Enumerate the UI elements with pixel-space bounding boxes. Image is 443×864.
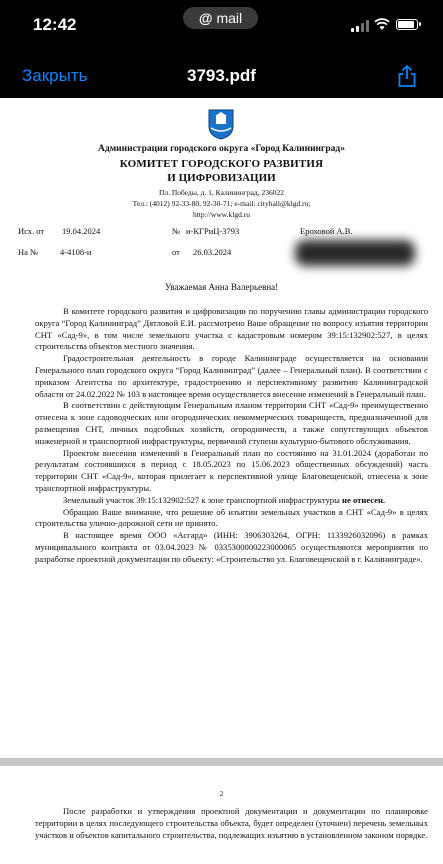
- page-separator: [0, 758, 443, 766]
- bold-conclusion: не отнесен.: [342, 494, 386, 505]
- addressee-name: Ероховой А.В.: [300, 226, 353, 236]
- committee-name-line1: КОМИТЕТ ГОРОДСКОГО РАЗВИТИЯ: [119, 158, 324, 170]
- paragraph: После разработки и утверждения проектной документации и документации по планировке территории в целях последующего строительства объекта, будет определен (уточнен) перечень земельных участков и объектов капитального строительства, подлежащих изъятию в установленном законом порядке.: [35, 806, 428, 840]
- page-number: 2: [219, 790, 224, 798]
- paragraph: Обращаю Ваше внимание, что решение об изъятии земельных участков в СНТ «Сад-9» в целях строительства улично-дорожной сети не принято.: [35, 506, 428, 529]
- redacted-area: [295, 240, 415, 266]
- paragraph: Градостроительная деятельность в городе Калининграде осуществляется на основании Генерального план городского округа “Город Калининград” (далее – Генеральный план). В соответствии с приказом Агентства по архитектуре, градостроению и перспективному развитию Калининградской области от 24.02.2022 № 103 в настоящее время осуществляется внесение изменений в Генеральный план.: [35, 353, 428, 399]
- number-sign: №: [172, 226, 181, 236]
- city-crest-icon: [207, 108, 235, 140]
- committee-name-line2: И ЦИФРОВИЗАЦИИ: [167, 172, 276, 184]
- close-button[interactable]: Закрыть: [22, 66, 88, 85]
- status-time: 12:42: [33, 15, 77, 34]
- reply-from-label: от: [172, 247, 180, 257]
- paragraph: [35, 495, 428, 507]
- paragraph-text: Земельный участок 39:15:132902:527 к зоне транспортной инфраструктуры: [63, 494, 340, 505]
- at-icon: @: [198, 10, 213, 26]
- letter-body: [35, 306, 428, 566]
- paragraph: Проектом внесения изменений в Генеральный план по состоянию на 31.01.2024 (доработан по результатам состоявшихся в период с 18.05.2023 по 15.06.2023 общественных обсуждений) часть территории СНТ «Сад-9», которая прилегает к перспективной улице Благовещенской, отнесена к зоне транспортной инфраструктуры.: [35, 447, 428, 493]
- outgoing-number: и-КГРиЦ-3793: [186, 226, 240, 236]
- pdf-page-1: [0, 98, 443, 758]
- paragraph: В настоящее время ООО «Асгард» (ИНН: 3906303264, ОГРН: 1133926032096) в рамках муниципального контракта от 03.04.2023 № 0335300000223000065 осуществляются мероприятия по разработке проектной документации по объекту: «Строительство ул. Благовещенской в г. Калининграде».: [35, 530, 428, 564]
- reply-to-number: 4-4108-и: [60, 247, 92, 257]
- reply-to-date: 26.03.2024: [193, 247, 232, 257]
- share-icon[interactable]: [396, 64, 418, 88]
- battery-icon: [396, 19, 418, 30]
- pdf-page-2: [0, 766, 443, 864]
- paragraph: В комитете городского развития и цифровизации по поручению главы администрации городского округа “Город Калининград” Дятловой Е.И. рассмотрено Ваше обращение по вопросу изъятия территории СНТ «Сад-9», в том числе земельного участка с кадастровым номером 39:15:132902:527, в целях строительства объектов местного значения.: [35, 306, 428, 352]
- paragraph: В соответствии с действующим Генеральным планом территория СНТ «Сад-9» преимущественно отнесена к зоне садоводческих или огороднических некоммерческих товариществ, предназначенной для размещения СНТ, личных подсобных хозяйств, огородничеств, а также сопутствующих объектов инженерной и транспортной инфраструктуры, первичной ступени культурно-бытового обслуживания.: [35, 400, 428, 446]
- greeting: Уважаемая Анна Валерьевна!: [164, 282, 279, 292]
- status-bar: [0, 0, 443, 52]
- address-line: Пл. Победы, д. 1, Калининград, 236022: [158, 188, 284, 197]
- back-to-mail-pill[interactable]: [183, 7, 258, 29]
- document-title: 3793.pdf: [187, 66, 256, 85]
- outgoing-date: 19.04.2024: [62, 226, 101, 236]
- org-name: Администрация городского округа «Город Калининград»: [98, 144, 345, 154]
- mail-badge-label: mail: [216, 10, 243, 26]
- wifi-icon: [374, 17, 390, 31]
- website-line: http://www.klgd.ru: [192, 210, 250, 219]
- contacts-line: Тел.: (4012) 92-33-80, 92-30-71; e-mail: cityhall@klgd.ru;: [132, 199, 311, 208]
- letter-body-continued: [35, 806, 428, 841]
- outgoing-label: Исх. от: [18, 226, 45, 236]
- cellular-signal-icon: [351, 20, 369, 32]
- reply-to-label: На №: [18, 247, 39, 257]
- viewer-nav-bar: [0, 52, 443, 98]
